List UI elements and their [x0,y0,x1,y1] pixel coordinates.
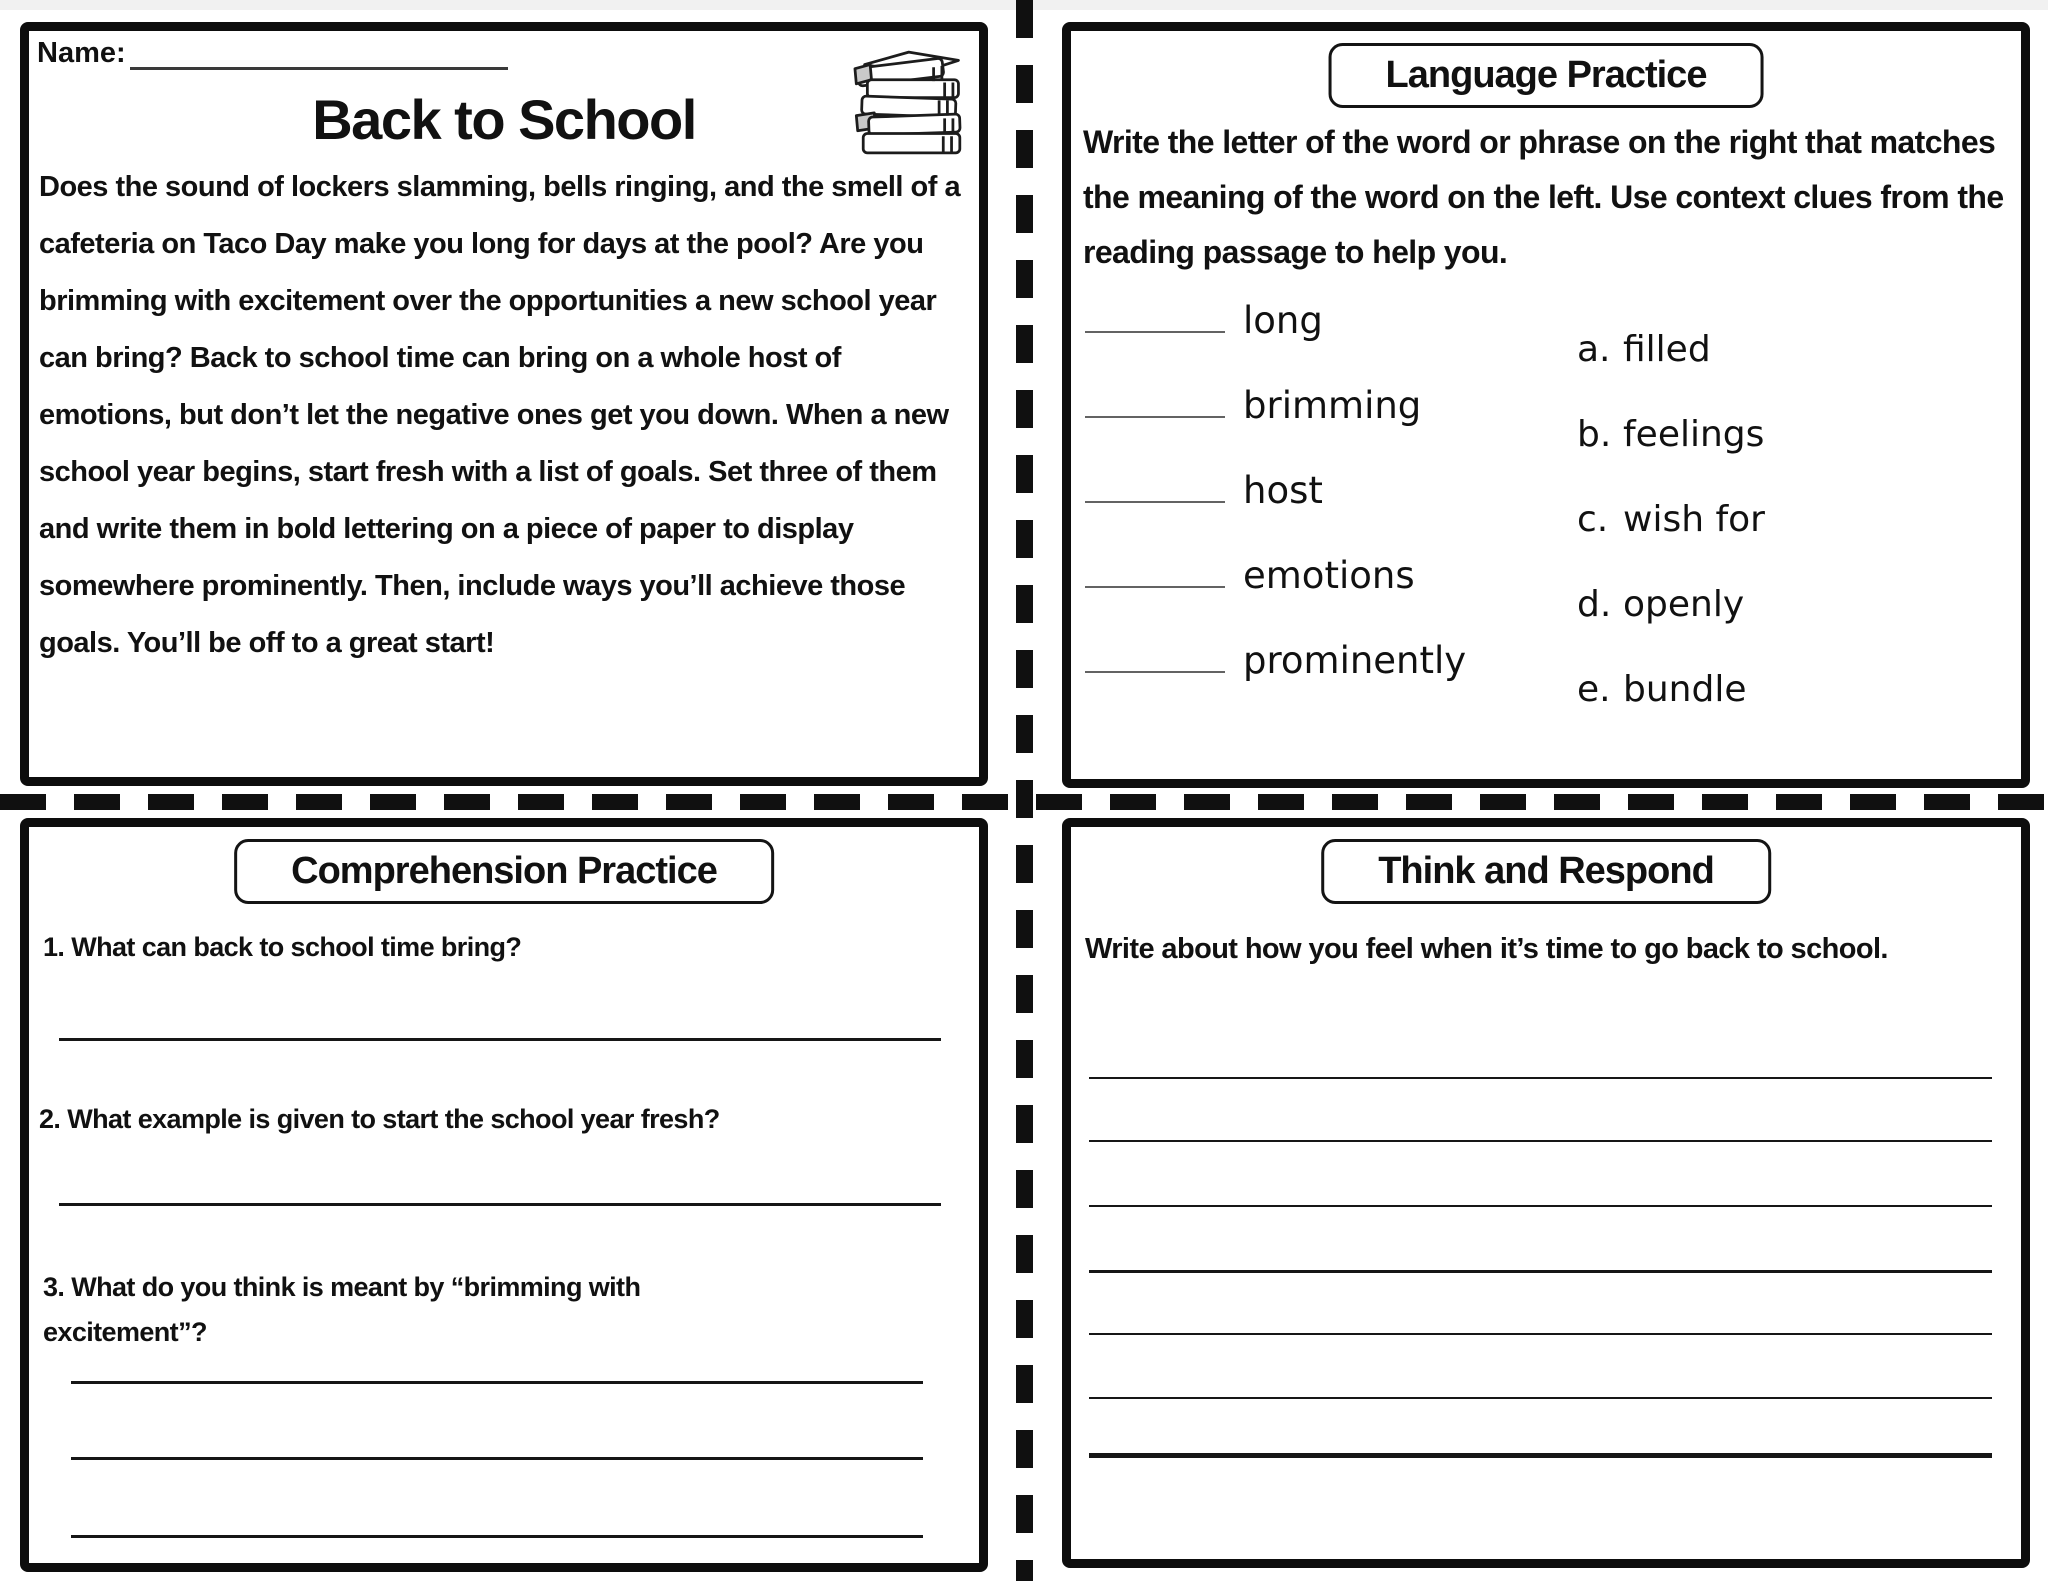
answer-line-q3-3[interactable] [71,1535,923,1538]
question-2: 2. What example is given to start the school year fresh? [39,1104,720,1134]
think-respond-prompt: Write about how you feel when it’s time to go back to school. [1085,933,1888,965]
think-respond-title: Think and Respond [1321,839,1771,904]
question-1: 1. What can back to school time bring? [43,932,522,962]
matching-list [1085,299,2009,724]
writing-line-2[interactable] [1089,1140,1992,1142]
writing-line-6[interactable] [1089,1397,1992,1399]
choice-letter: e. [1577,669,1611,710]
language-practice-instructions: Write the letter of the word or phrase on the right that matches the meaning of the word on the left. Use context clues from the reading passage to help you. [1083,124,2004,270]
vocab-word: host [1243,469,1323,512]
choice-text: wish for [1623,499,1765,540]
match-row-prominently [1085,639,2009,724]
writing-line-5[interactable] [1089,1333,1992,1335]
choice-text: feelings [1623,414,1765,455]
choice-text: openly [1623,584,1745,625]
vocab-word: brimming [1243,384,1422,427]
books-stack-icon [837,45,975,176]
vocab-word: emotions [1243,554,1415,597]
writing-line-7[interactable] [1089,1453,1992,1458]
passage-title: Back to School [312,88,696,151]
horizontal-cut-line [0,794,2048,810]
match-row-host [1085,469,2009,554]
vocab-word: long [1243,299,1323,342]
answer-line-q3-2[interactable] [71,1457,923,1460]
match-row-brimming [1085,384,2009,469]
comprehension-panel [20,818,988,1572]
answer-blank-host[interactable] [1085,501,1225,503]
writing-line-1[interactable] [1089,1077,1992,1079]
vertical-cut-line [1016,0,1033,1581]
answer-line-q2[interactable] [59,1203,941,1206]
answer-blank-long[interactable] [1085,331,1225,333]
name-label: Name: [37,37,126,69]
name-write-line[interactable] [130,33,508,70]
question-3: 3. What do you think is meant by “brimming with excitement”? [43,1272,641,1347]
name-row [37,33,508,70]
writing-line-4[interactable] [1089,1270,1992,1273]
writing-line-3[interactable] [1089,1205,1992,1207]
passage-text: Does the sound of lockers slamming, bells ringing, and the smell of a cafeteria on Taco Day make you long for days at the pool? Are you brimming with excitement over the opportunities a new school year can bring? Back to school time can bring on a whole host of emotions, but don’t let the negative ones get you down. When a new school year begins, start fresh with a list of goals. Set three of them and write them in bold lettering on a piece of paper to display somewhere prominently. Then, include ways you’ll achieve those goals. You’ll be off to a great start! [39,171,961,659]
answer-blank-prominently[interactable] [1085,671,1225,673]
match-row-long [1085,299,2009,384]
think-respond-panel [1062,818,2030,1568]
answer-blank-emotions[interactable] [1085,586,1225,588]
answer-blank-brimming[interactable] [1085,416,1225,418]
comprehension-title: Comprehension Practice [234,839,774,904]
answer-line-q3-1[interactable] [71,1381,923,1384]
answer-line-q1[interactable] [59,1038,941,1041]
match-row-emotions [1085,554,2009,639]
choice-text: bundle [1623,669,1747,710]
choice-letter: d. [1577,584,1612,625]
choice-letter: b. [1577,414,1612,455]
vocab-word: prominently [1243,639,1467,682]
choice-text: filled [1623,329,1711,370]
language-practice-panel [1062,22,2030,788]
choice-letter: a. [1577,329,1611,370]
language-practice-title: Language Practice [1329,43,1764,108]
passage-panel [20,22,988,786]
choice-letter: c. [1577,499,1609,540]
